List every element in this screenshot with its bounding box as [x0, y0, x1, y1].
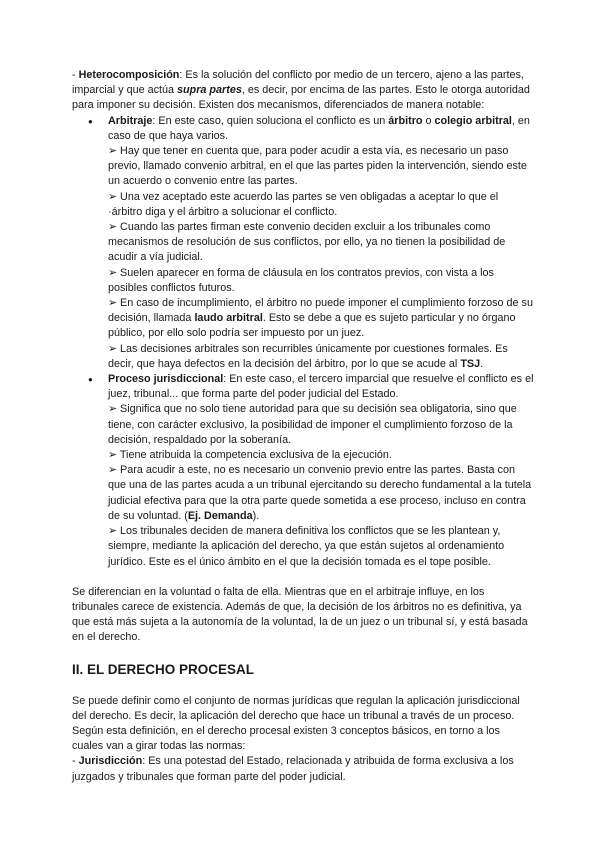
- term-tsj: TSJ: [460, 357, 481, 370]
- diferencian-paragraph: Se diferencian en la voluntad o falta de ella. Mientras que en el arbitraje influye, en los tribunales carece de existencia. Además de que, la decisión de los árbitros no es definitiva, ya que está más sujeta a la autonomía de la voluntad, la de un juez o un tribunal sí, y está basada en el derecho.: [72, 585, 528, 644]
- text-span: ➢ En caso de incumplimiento, el árbitro no puede imponer el cumplimiento forzoso de su decisión, llamada: [108, 297, 533, 325]
- text-span: : Es la solución del conflicto por medio de un tercero, ajeno a las partes, imparcial y que actúa: [72, 69, 524, 97]
- text-span: : En este caso, el tercero imparcial que resuelve el conflicto es el juez, tribunal... que forma parte del poder judicial del Estado.: [108, 373, 534, 401]
- spacer: [72, 679, 534, 694]
- derecho-procesal-intro: Se puede definir como el conjunto de normas jurídicas que regulan la aplicación jurisdiccional del derecho. Es decir, la aplicación del derecho que hace un tribunal a través de un proceso. Según esta definición, en el derecho procesal existen 3 conceptos básicos, en torno a los cuales van a girar todas las normas:: [72, 694, 520, 753]
- term-arbitro: árbitro: [388, 114, 423, 127]
- arrow-point: ➢ Hay que tener en cuenta que, para poder acudir a esta vía, es necesario un paso previo, llamado convenio arbitral, en el que las partes piden la intervención, siendo este un acuerdo o convenio entre las partes.: [108, 145, 527, 188]
- arrow-point: [108, 463, 534, 524]
- text-span: . Esto se debe a que es sujeto particular y no órgano público, por ello solo podría ser impuesto por un juez.: [108, 312, 516, 340]
- arrow-point: ➢ Tiene atribuida la competencia exclusiva de la ejecución.: [108, 449, 392, 462]
- arrow-point: [108, 342, 534, 372]
- arrow-point: [108, 296, 534, 342]
- term-colegio-arbitral: colegio arbitral: [434, 114, 512, 127]
- section-heading: II. EL DERECHO PROCESAL: [72, 661, 255, 677]
- arrow-point: ➢ Suelen aparecer en forma de cláusula en los contratos previos, con vista a los posibles conflictos futuros.: [108, 266, 494, 294]
- text-span: o: [422, 114, 435, 127]
- text-span: .: [480, 357, 484, 370]
- dash-prefix: -: [72, 755, 79, 768]
- arrow-point: ➢ Una vez aceptado este acuerdo las partes se ven obligadas a aceptar lo que el ·árbitro diga y el árbitro a solucionar el conflicto.: [108, 190, 499, 218]
- jurisdiccion-paragraph: [72, 754, 534, 784]
- term-jurisdiccion: Jurisdicción: [78, 755, 143, 768]
- text-span: , es decir, por encima de las partes. Esto le otorga autoridad para imponer su decisión. Existen dos mecanismos, diferenciados de manera notable:: [72, 84, 530, 112]
- bullet-arbitraje: [108, 114, 534, 372]
- term-proceso-jurisdiccional: Proceso jurisdiccional: [108, 373, 224, 386]
- spacer: [72, 646, 534, 661]
- text-span: ➢ Las decisiones arbitrales son recurribles únicamente por cuestiones formales. Es decir, que haya defectos en la decisión del árbitro, por lo que se acude al: [108, 342, 508, 370]
- text-span: , en caso de que haya varios.: [108, 114, 530, 142]
- term-heterocomposicion: Heterocomposición: [78, 69, 180, 81]
- text-span: ).: [252, 509, 260, 522]
- text-span: ➢ Para acudir a este, no es necesario un convenio previo entre las partes. Basta con que una de las partes acuda a un tribunal ejercitando su derecho fundamental a la tutela judicial efectiva para que la otra parte quede sometida a ese proceso, incluso en contra de su voluntad. (: [108, 464, 532, 522]
- arrow-point: ➢ Los tribunales deciden de manera definitiva los conflictos que se les plantean y, siempre, mediante la aplicación del derecho, ya que están sujetos al ordenamiento jurídico. Este es el único ámbito en el que la decisión tomada es el tope posible.: [108, 525, 505, 568]
- term-ej-demanda: Ej. Demanda: [187, 509, 253, 522]
- term-laudo-arbitral: laudo arbitral: [194, 312, 263, 325]
- spacer: [72, 570, 534, 585]
- arrow-point: ➢ Cuando las partes firman este convenio deciden excluir a los tribunales como mecanismos de resolución de sus conflictos, por ello, ya no tienen la posibilidad de acudir a vía judicial.: [108, 221, 506, 264]
- arrow-point: ➢ Significa que no solo tiene autoridad para que su decisión sea obligatoria, sino que tiene, con carácter exclusivo, la posibilidad de imponer el cumplimiento forzoso de la decisión, respaldado por la soberanía.: [108, 403, 517, 446]
- text-span: : En este caso, quien soluciona el conflicto es un: [152, 114, 389, 127]
- text-span: : Es una potestad del Estado, relacionada y atribuida de forma exclusiva a los juzgados y tribunales que forman parte del poder judicial.: [72, 755, 514, 783]
- heterocomposicion-paragraph: [72, 68, 534, 114]
- document-page: [72, 68, 534, 785]
- emphasis-supra-partes: supra partes: [177, 84, 242, 97]
- bullet-proceso-jurisdiccional: [108, 372, 534, 570]
- mechanisms-list: [72, 114, 534, 570]
- dash-prefix: -: [72, 69, 79, 81]
- term-arbitraje: Arbitraje: [108, 114, 153, 127]
